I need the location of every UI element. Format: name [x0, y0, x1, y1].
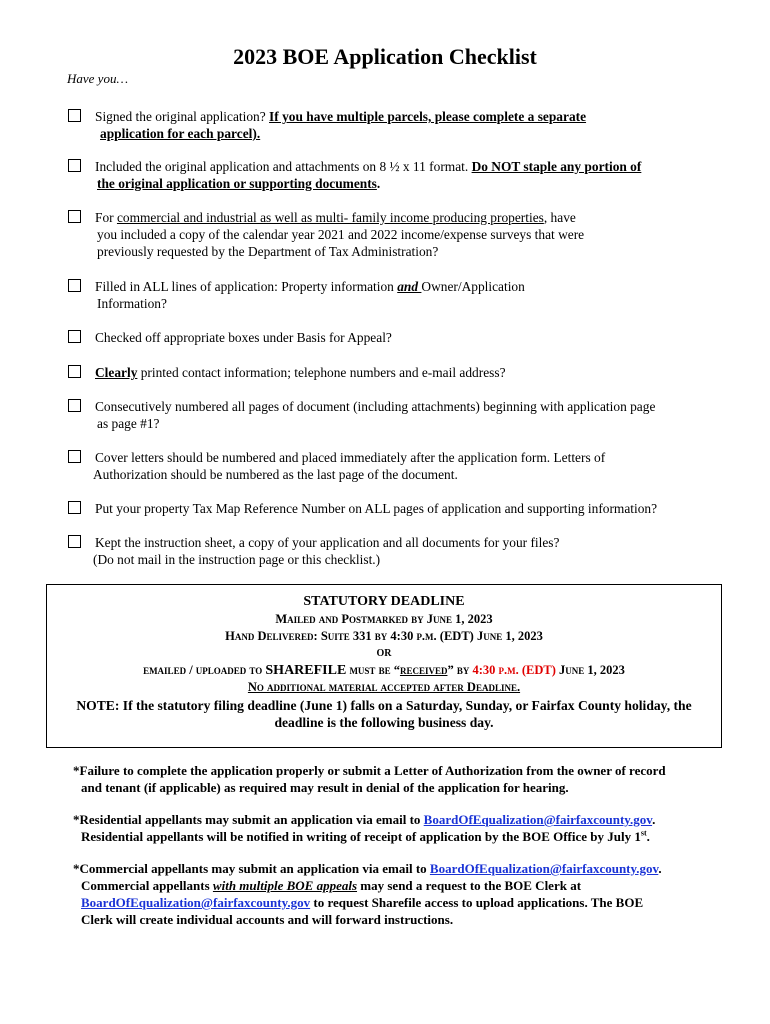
- checkbox[interactable]: [68, 365, 81, 378]
- checklist-item-contact: Clearly printed contact information; telephone numbers and e-mail address?: [68, 364, 718, 381]
- checkbox[interactable]: [68, 109, 81, 122]
- checkbox[interactable]: [68, 450, 81, 463]
- intro-text: Have you…: [67, 71, 129, 86]
- checklist-item-signed: Signed the original application? If you have multiple parcels, please complete a separate application for each parcel).: [68, 108, 718, 142]
- checkbox[interactable]: [68, 501, 81, 514]
- checklist-item-income-surveys: For commercial and industrial as well as multi- family income producing properties, have you included a copy of the calendar year 2021 and 2022 income/expense surveys that were previously requested by the Department of Tax Administration?: [68, 209, 718, 260]
- checkbox[interactable]: [68, 330, 81, 343]
- deadline-hand-delivered: Hand Delivered: Suite 331 by 4:30 p.m. (EDT) June 1, 2023: [225, 629, 543, 643]
- checkbox[interactable]: [68, 159, 81, 172]
- checklist-item-basis: Checked off appropriate boxes under Basis for Appeal?: [68, 329, 718, 346]
- sharefile-request-email-link[interactable]: BoardOfEqualization@fairfaxcounty.gov: [81, 895, 311, 910]
- deadline-emailed: emailed / uploaded to SHAREFILE must be “received” by 4:30 p.m. (EDT) June 1, 2023: [143, 663, 625, 678]
- statutory-deadline-box: [46, 584, 722, 748]
- residential-email-link[interactable]: BoardOfEqualization@fairfaxcounty.gov: [423, 812, 653, 827]
- footnote-failure: *Failure to complete the application properly or submit a Letter of Authorization from the owner of record and tenant (if applicable) as required may result in denial of the application for hearing.: [73, 763, 666, 795]
- checklist-item-all-lines: Filled in ALL lines of application: Property information and Owner/Application Information?: [68, 278, 718, 312]
- deadline-note: NOTE: If the statutory filing deadline (June 1) falls on a Saturday, Sunday, or Fairfax County holiday, the deadline is the following business day.: [76, 698, 692, 730]
- checkbox[interactable]: [68, 535, 81, 548]
- footnote-residential: *Residential appellants may submit an application via email to BoardOfEqualization@fairfaxcounty.gov. Residential appellants will be notified in writing of receipt of application by the BOE Office by July 1st.: [73, 812, 656, 844]
- footnote-commercial: *Commercial appellants may submit an application via email to BoardOfEqualization@fairfaxcounty.gov. Commercial appellants with multiple BOE appeals may send a request to the BOE Clerk at BoardOfEqualization@fairfaxcounty.gov to request Sharefile access to upload applications. The BOE Clerk will create individual accounts and will forward instructions.: [73, 861, 662, 927]
- commercial-email-link[interactable]: BoardOfEqualization@fairfaxcounty.gov: [429, 861, 659, 876]
- checklist-item-instruction-sheet: Kept the instruction sheet, a copy of your application and all documents for your files? (Do not mail in the instruction page or this checklist.): [68, 534, 718, 568]
- deadline-mailed: Mailed and Postmarked by June 1, 2023: [275, 612, 493, 626]
- checkbox[interactable]: [68, 279, 81, 292]
- deadline-heading: STATUTORY DEADLINE: [303, 594, 465, 609]
- checklist-item-format: Included the original application and attachments on 8 ½ x 11 format. Do NOT staple any portion of the original application or supporting documents.: [68, 158, 718, 192]
- checklist-item-tax-map: Put your property Tax Map Reference Number on ALL pages of application and supporting information?: [68, 500, 718, 517]
- checkbox[interactable]: [68, 210, 81, 223]
- deadline-or: OR: [376, 648, 392, 659]
- page-title: 2023 BOE Application Checklist: [233, 44, 537, 69]
- checklist-item-cover-letters: Cover letters should be numbered and placed immediately after the application form. Letters of Authorization should be numbered as the last page of the document.: [68, 449, 718, 483]
- deadline-no-additional: No additional material accepted after Deadline.: [247, 680, 521, 694]
- checkbox[interactable]: [68, 399, 81, 412]
- checklist-item-numbered-pages: Consecutively numbered all pages of document (including attachments) beginning with application page as page #1?: [68, 398, 718, 432]
